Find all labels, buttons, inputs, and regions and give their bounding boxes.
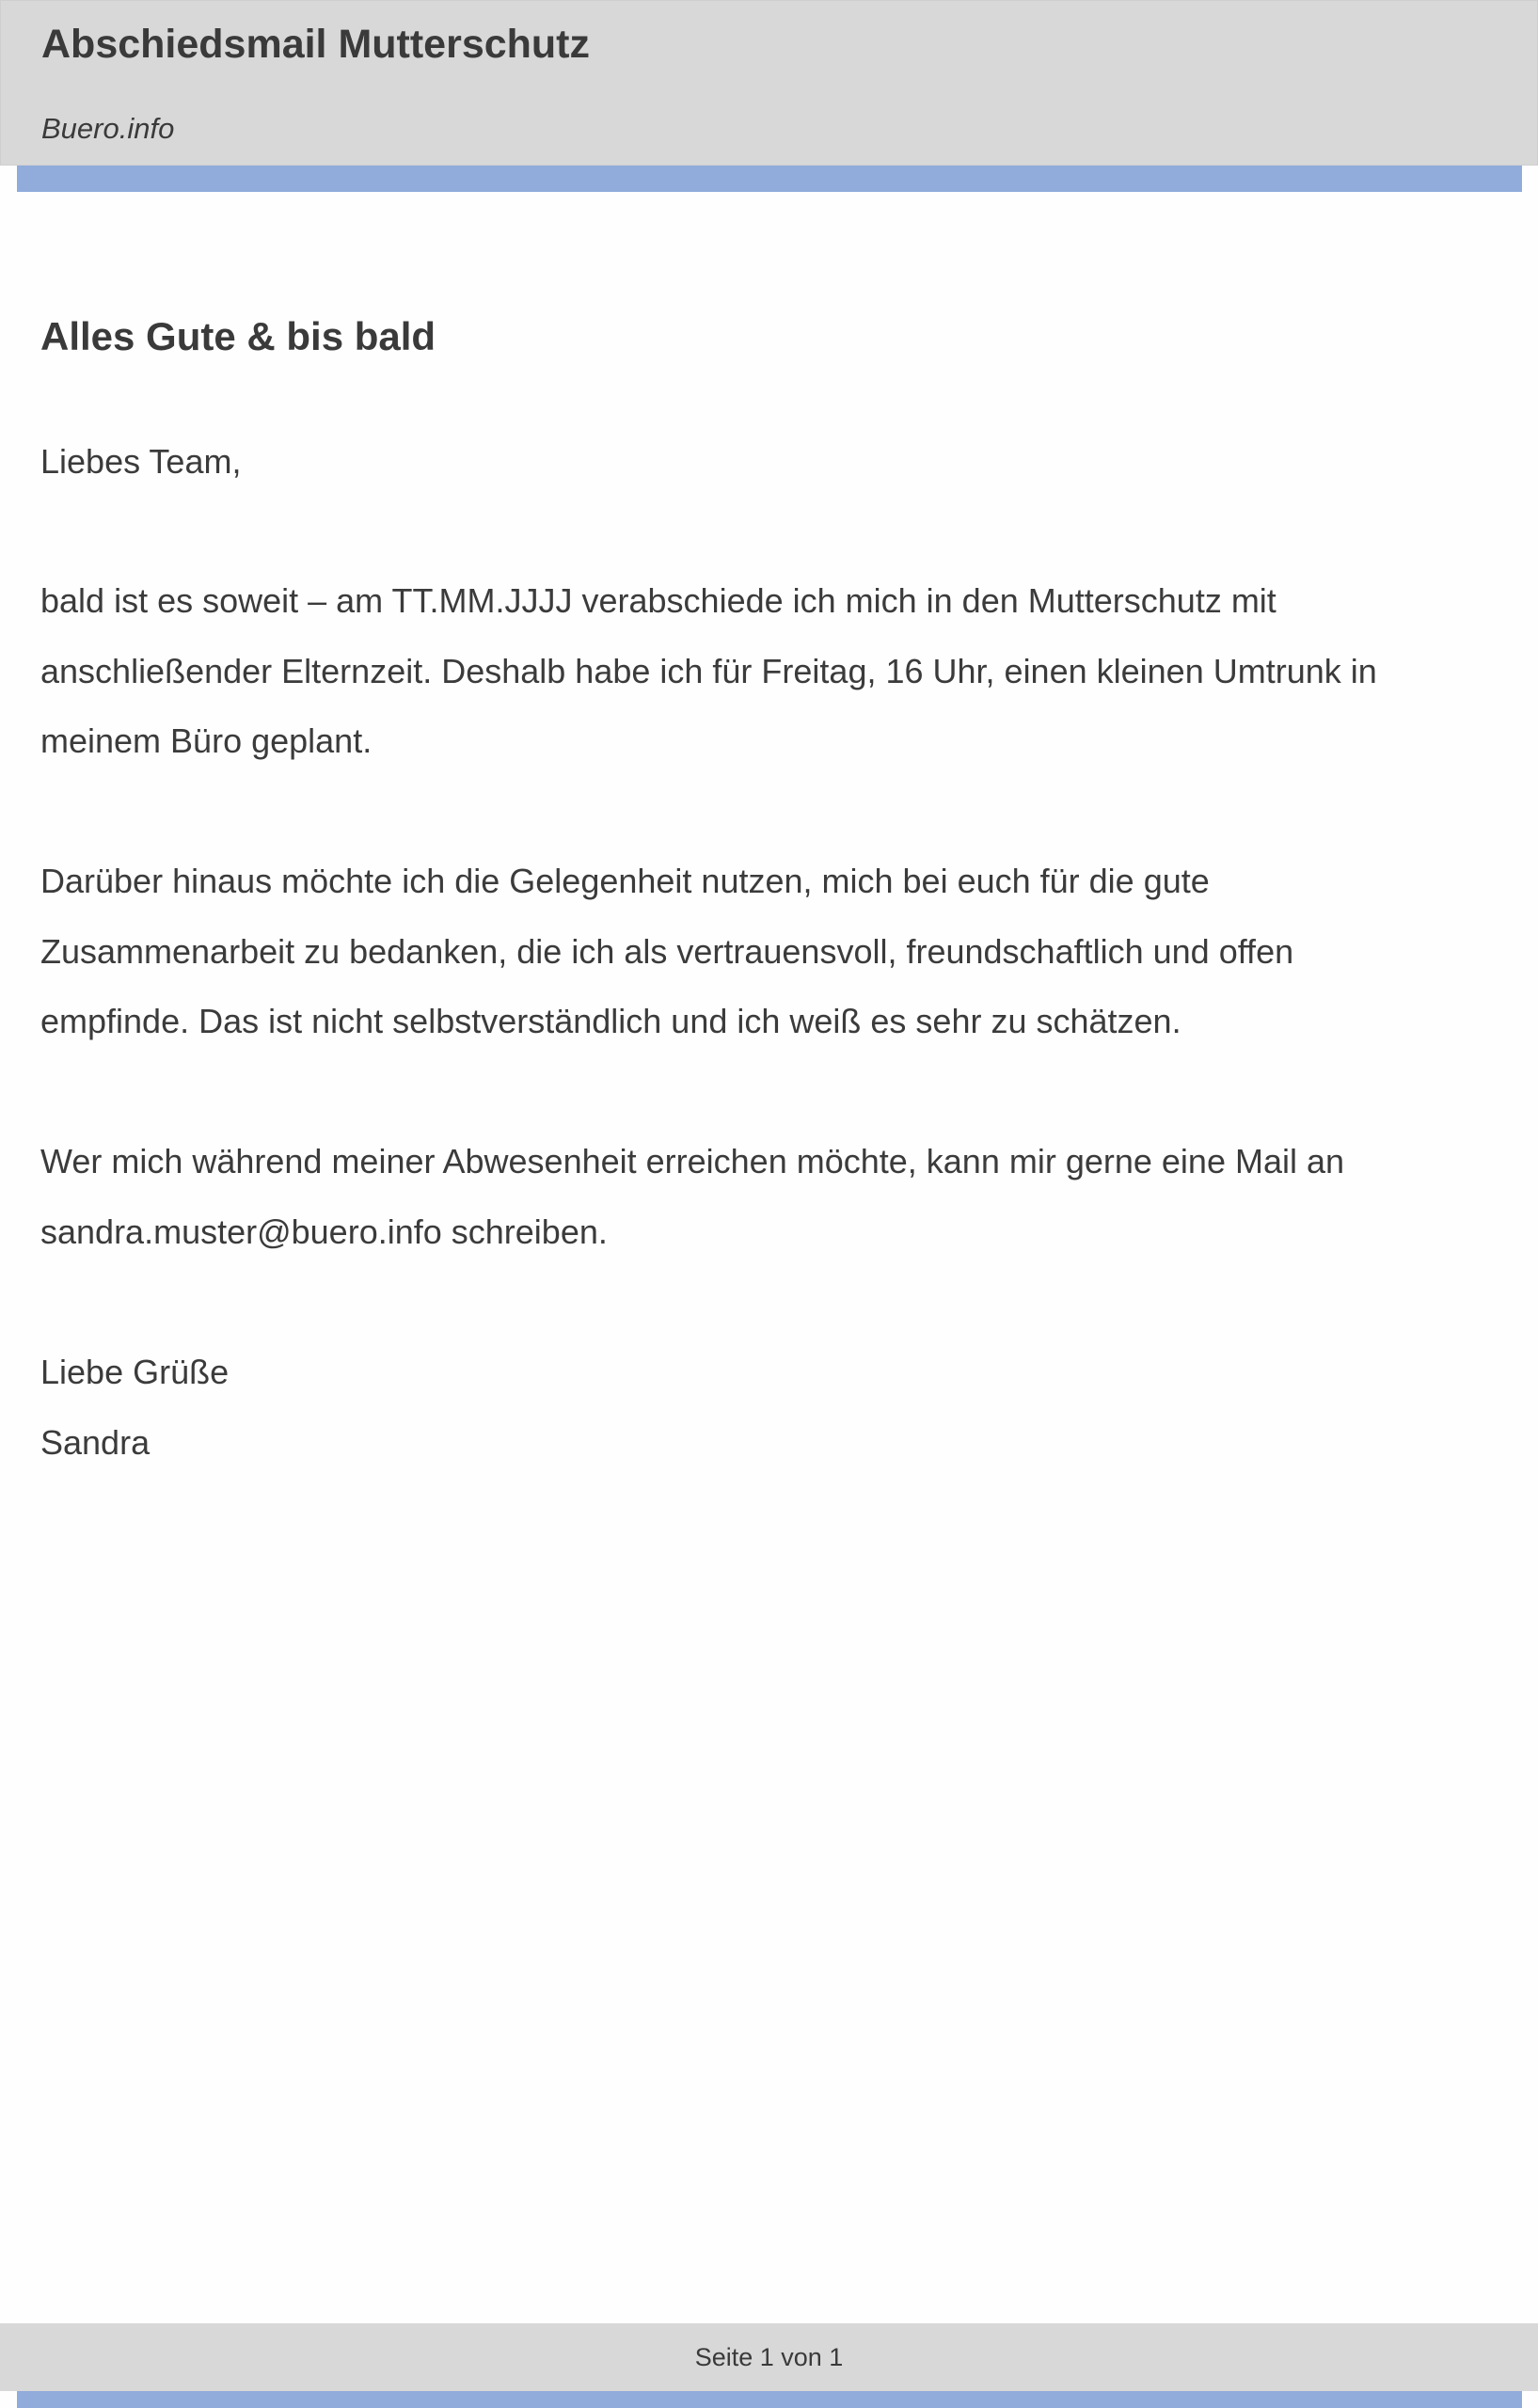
header-accent-bar [17, 166, 1522, 192]
paragraph-line: Zusammenarbeit zu bedanken, die ich als vertrauensvoll, freundschaftlich und offen [40, 931, 1294, 971]
page-number: Seite 1 von 1 [694, 2343, 844, 2371]
letter-closing-block [40, 1338, 229, 1478]
letter-signature: Sandra [40, 1422, 151, 1462]
letter-body [40, 301, 1508, 1462]
letter-closing: Liebe Grüße [40, 1353, 230, 1391]
document-header [0, 0, 1538, 166]
document-subtitle: Buero.info [41, 112, 175, 145]
document-title: Abschiedsmail Mutterschutz [41, 22, 590, 67]
paragraph-line: Wer mich während meiner Abwesenheit erreichen möchte, kann mir gerne eine Mail an [40, 1142, 1345, 1180]
paragraph-line: anschließender Elternzeit. Deshalb habe ich für Freitag, 16 Uhr, einen kleinen Umtrunk in [40, 651, 1377, 690]
paragraph-3 [40, 1127, 1344, 1267]
paragraph-line: sandra.muster@buero.info schreiben. [40, 1212, 608, 1251]
letter-salutation: Liebes Team, [40, 442, 242, 481]
paragraph-line: Darüber hinaus möchte ich die Gelegenheit nutzen, mich bei euch für die gute [40, 862, 1210, 900]
paragraph-1 [40, 566, 1377, 777]
document-footer [0, 2323, 1538, 2391]
paragraph-line: empfinde. Das ist nicht selbstverständlich und ich weiß es sehr zu schätzen. [40, 1002, 1181, 1040]
letter-heading: Alles Gute & bis bald [40, 314, 436, 358]
paragraph-2 [40, 847, 1293, 1057]
paragraph-line: bald ist es soweit – am TT.MM.JJJJ verabschiede ich mich in den Mutterschutz mit [40, 581, 1276, 620]
paragraph-line: meinem Büro geplant. [40, 721, 373, 760]
footer-accent-bar [17, 2391, 1522, 2408]
